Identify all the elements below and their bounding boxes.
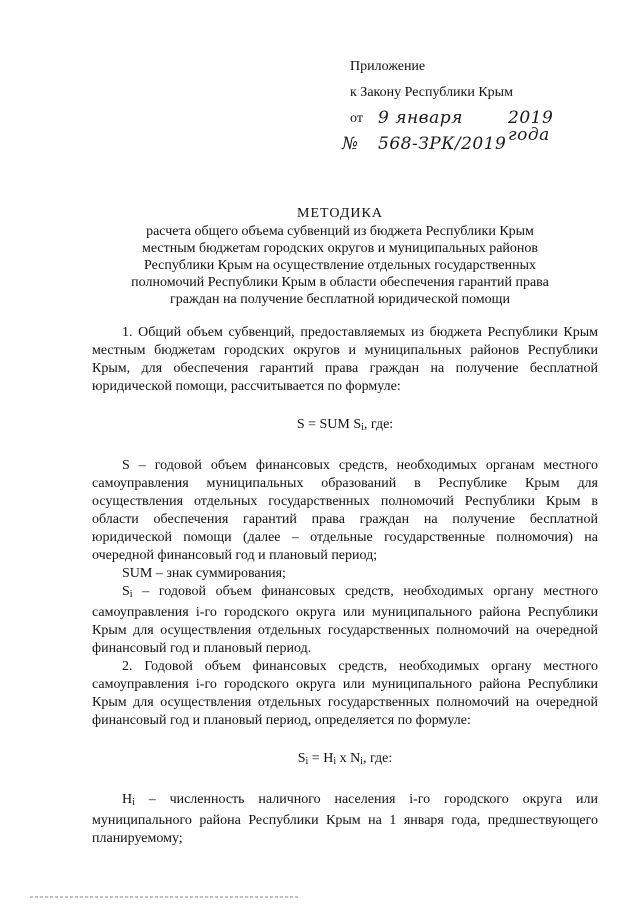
handwritten-law-number: 568-ЗРК/2019 — [378, 134, 507, 154]
document-body — [92, 324, 598, 848]
document-title-block — [80, 205, 600, 308]
formula-si: $S_i = H_i$ x $N_i$, где: — [297, 751, 393, 767]
definition-hi: $H_i$ – численность наличного населения i-го городского округа или муниципального района Республики Крым на 1 января года, предшествующего планируемому; — [92, 792, 598, 846]
definition-si: $S_i$ – годовой объем финансовых средств, необходимых органу местного самоуправления i-го городского округа или муниципального района Республики Крым для осуществления отдельных государственных полномочий на очередной финансовый год и плановый период. — [92, 584, 598, 656]
paragraph-1: 1. Общий объем субвенций, предоставляемых из бюджета Республики Крым местным бюджетам городских округов и муниципальных районов Республики Крым, для обеспечения гарантий права граждан на получение бесплатной юридической помощи, рассчитывается по формуле: — [92, 325, 598, 394]
paragraph-2: 2. Годовой объем финансовых средств, необходимых органу местного самоуправления i-го городского округа или муниципального района Республики Крым для осуществления отдельных государственных полномочий на очередной финансовый год и плановый период, определяется по формуле: — [92, 659, 598, 728]
appendix-number-row — [342, 134, 513, 162]
appendix-label: Приложение — [350, 59, 426, 74]
scan-footer-artifact — [30, 896, 300, 898]
title-line: Республики Крым на осуществление отдельных государственных — [144, 258, 536, 273]
date-prefix: от — [350, 111, 363, 126]
handwritten-number-prefix: № — [342, 134, 359, 154]
title-line: расчета общего объема субвенций из бюджета Республики Крым — [146, 224, 534, 239]
title-line: местным бюджетам городских округов и муниципальных районов — [141, 241, 539, 256]
appendix-header — [342, 58, 554, 162]
document-heading: МЕТОДИКА — [297, 206, 383, 221]
definition-s: S – годовой объем финансовых средств, необходимых органам местного самоуправления муниципальных образований в Республике Крым для осуществления отдельных государственных полномочий Республики Крым в области обеспечения гарантий права граждан на получение бесплатной юридической помощи (далее – отдельные государственные полномочия) на очередной финансовый год и плановый период; — [92, 458, 598, 563]
appendix-law-reference: к Закону Республики Крым — [350, 85, 513, 100]
title-line: полномочий Республики Крым в области обеспечения гарантий права — [131, 275, 549, 290]
formula-total: S = SUM $S_i$, где: — [296, 417, 394, 433]
title-line: граждан на получение бесплатной юридической помощи — [170, 292, 510, 307]
handwritten-date-day: 9 января — [378, 108, 463, 128]
definition-sum: SUM – знак суммирования; — [122, 566, 286, 581]
handwritten-date-year: 2019 года — [508, 108, 554, 145]
